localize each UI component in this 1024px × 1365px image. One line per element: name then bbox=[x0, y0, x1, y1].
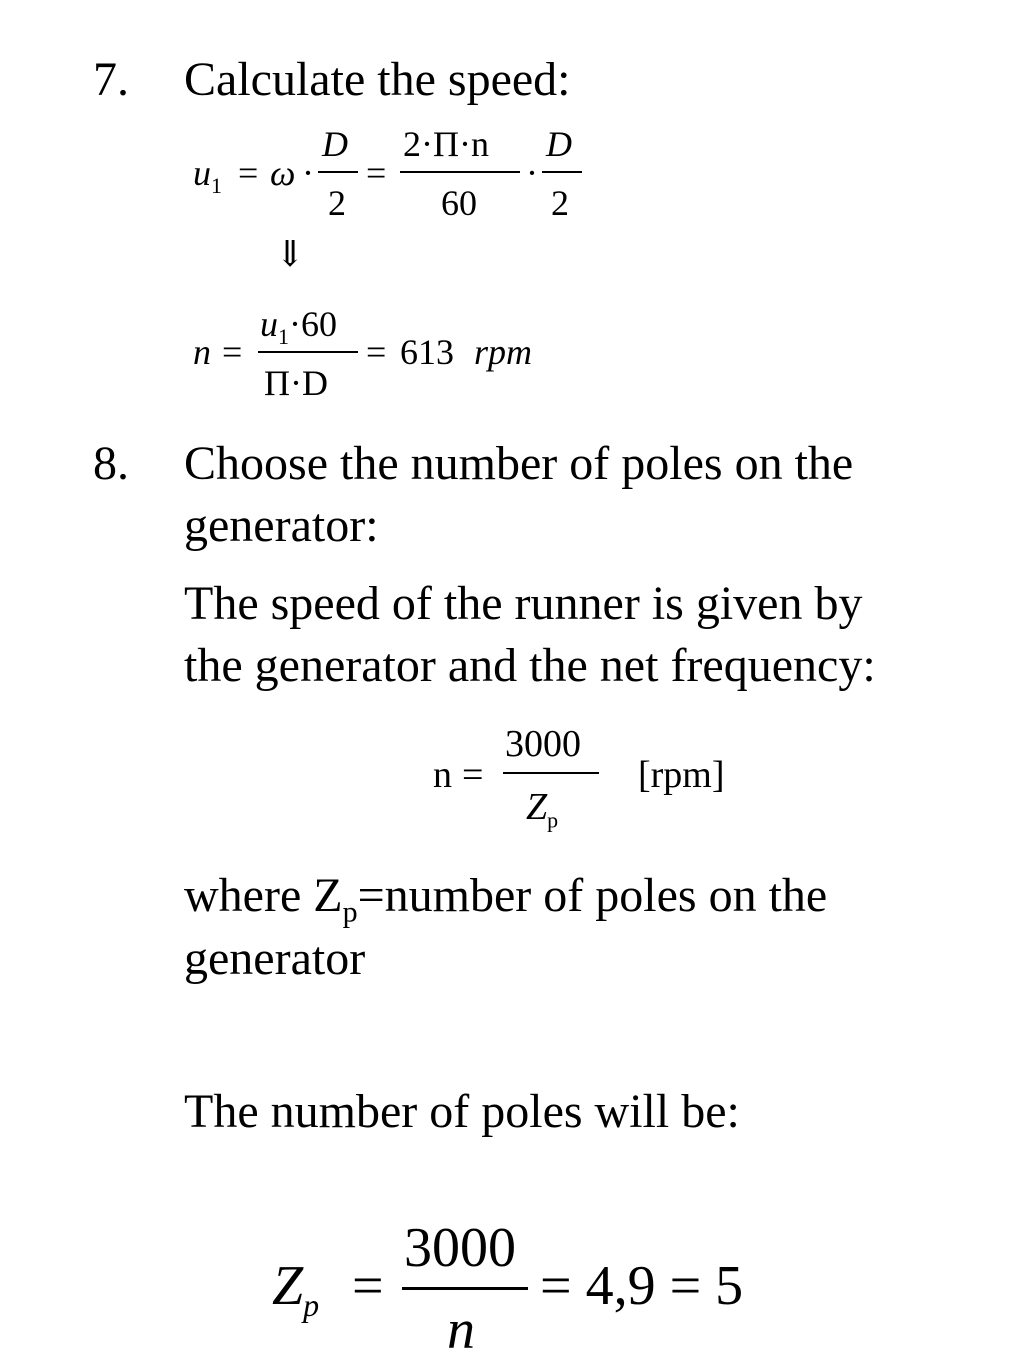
eq3-frac-bar bbox=[503, 772, 599, 774]
eq1-frac2-den: 60 bbox=[441, 183, 477, 223]
eq4-lhs-sub: p bbox=[303, 1287, 320, 1324]
where-text-pre: where Z bbox=[184, 869, 343, 922]
eq2-num-var: u bbox=[260, 304, 278, 344]
eq3-den-sub: p bbox=[547, 807, 559, 833]
eq2-lhs: n bbox=[193, 332, 211, 372]
eq2-result-value: 613 bbox=[400, 332, 454, 372]
eq1-frac1-bar bbox=[318, 171, 358, 173]
item-7-number: 7. bbox=[93, 53, 129, 106]
eq3-lhs: n bbox=[433, 754, 452, 796]
eq1-dot-1: · bbox=[302, 153, 314, 193]
eq1-frac3-den: 2 bbox=[551, 183, 569, 223]
eq4-den: n bbox=[447, 1299, 475, 1361]
eq4-result: = 4,9 = 5 bbox=[540, 1255, 744, 1317]
eq4-lhs-var: Z bbox=[272, 1255, 304, 1317]
eq4-eq: = bbox=[352, 1255, 384, 1317]
eq1-dot-2: · bbox=[526, 153, 538, 193]
item-8-heading-line2: generator: bbox=[184, 499, 379, 552]
eq1-frac1-num: D bbox=[322, 124, 348, 164]
eq1-omega: ω bbox=[270, 153, 296, 193]
eq1-frac2-num: 2·Π·n bbox=[403, 124, 489, 164]
where-text-post: =number of poles on the bbox=[357, 869, 828, 922]
eq1-eq-2: = bbox=[366, 153, 387, 193]
eq3-den-var: Z bbox=[526, 786, 548, 828]
eq4-frac-bar bbox=[402, 1287, 528, 1290]
eq4-num: 3000 bbox=[404, 1217, 516, 1279]
eq1-lhs-sub: 1 bbox=[211, 173, 222, 199]
item-7-heading: Calculate the speed: bbox=[184, 53, 571, 106]
eq2-eq-1: = bbox=[222, 332, 243, 372]
item-8-number: 8. bbox=[93, 437, 129, 490]
eq2-den: Π·D bbox=[264, 363, 328, 403]
eq3-unit: [rpm] bbox=[638, 754, 725, 796]
eq1-lhs-var: u bbox=[193, 153, 211, 193]
runner-speed-text-line1: The speed of the runner is given by bbox=[184, 577, 863, 630]
eq3-eq: = bbox=[462, 754, 484, 796]
where-text-sub: p bbox=[342, 895, 358, 929]
eq1-frac3-bar bbox=[542, 171, 582, 173]
poles-label: The number of poles will be: bbox=[184, 1085, 740, 1138]
eq1-frac2-bar bbox=[400, 171, 520, 173]
runner-speed-text-line2: the generator and the net frequency: bbox=[184, 639, 876, 692]
eq2-num-rest: ·60 bbox=[289, 304, 337, 344]
item-8-heading-line1: Choose the number of poles on the bbox=[184, 437, 854, 490]
where-text-line2: generator bbox=[184, 932, 366, 985]
eq1-frac3-num: D bbox=[546, 124, 572, 164]
implies-arrow-icon: ⇓ bbox=[275, 234, 306, 274]
eq1-frac1-den: 2 bbox=[328, 183, 346, 223]
eq2-eq-2: = bbox=[366, 332, 387, 372]
eq1-eq-1: = bbox=[238, 153, 259, 193]
eq2-num-sub: 1 bbox=[278, 324, 289, 350]
eq2-frac-bar bbox=[258, 351, 358, 353]
eq2-result-unit: rpm bbox=[474, 332, 533, 372]
eq3-num: 3000 bbox=[505, 723, 581, 765]
